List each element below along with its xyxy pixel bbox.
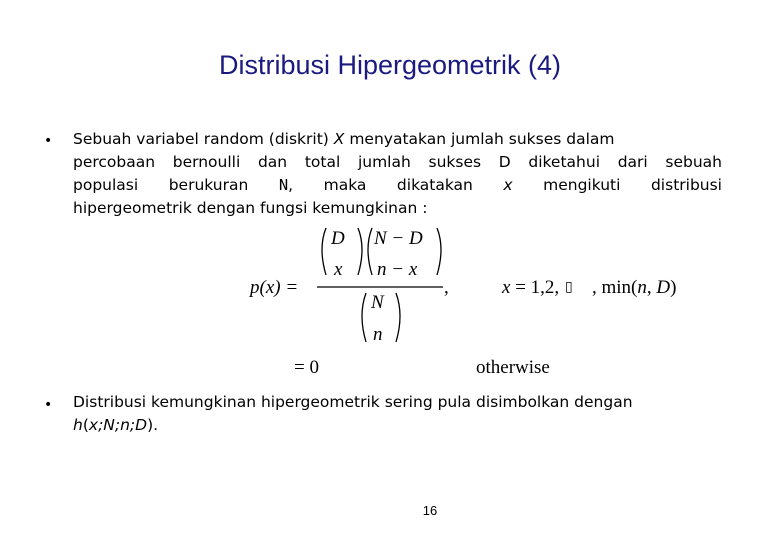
paragraph-notation [73,391,733,437]
formula-domain-end: , min(n, D) [592,277,677,298]
paren-left [362,293,366,342]
formula-zero: = 0 [294,357,319,378]
missing-glyph-icon: ▯ [565,279,573,295]
binom-top-right-lower: n − x [377,259,418,280]
formula-otherwise: otherwise [476,357,550,378]
binom-top-right-upper: N − D [374,228,423,249]
binom-top-left-upper: D [331,228,345,249]
hypergeometric-formula [240,220,710,385]
paragraph-line: Sebuah variabel random (diskrit) X menyatakan jumlah sukses dalam [73,130,615,148]
formula-lhs: p(x) = [250,277,299,298]
page-title: Distribusi Hipergeometrik (4) [218,50,562,80]
paren-right [437,228,441,275]
paragraph-line: percobaan bernoulli dan total jumlah sukses D diketahui dari sebuah [73,153,722,171]
paragraph-definition [73,128,722,220]
paren-right [358,228,362,275]
paren-left [322,228,326,275]
bullet-icon: • [44,397,53,413]
paragraph-line: hipergeometrik dengan fungsi kemungkinan : [73,199,428,217]
paragraph-line: h(x;N;n;D). [73,416,159,434]
paren-right [396,293,400,342]
bullet-icon: • [44,133,53,149]
paragraph-line: Distribusi kemungkinan hipergeometrik sering pula disimbolkan dengan [73,393,633,411]
binom-bottom-upper: N [371,292,384,313]
binom-bottom-lower: n [373,324,383,345]
paren-left [368,228,372,275]
page-number: 16 [422,503,438,518]
binom-top-left-lower: x [334,259,343,280]
formula-domain: x = 1,2, [502,277,560,298]
paragraph-line: populasi berukuran N, maka dikatakan x mengikuti distribusi [73,176,722,194]
formula-comma: , [444,277,449,298]
